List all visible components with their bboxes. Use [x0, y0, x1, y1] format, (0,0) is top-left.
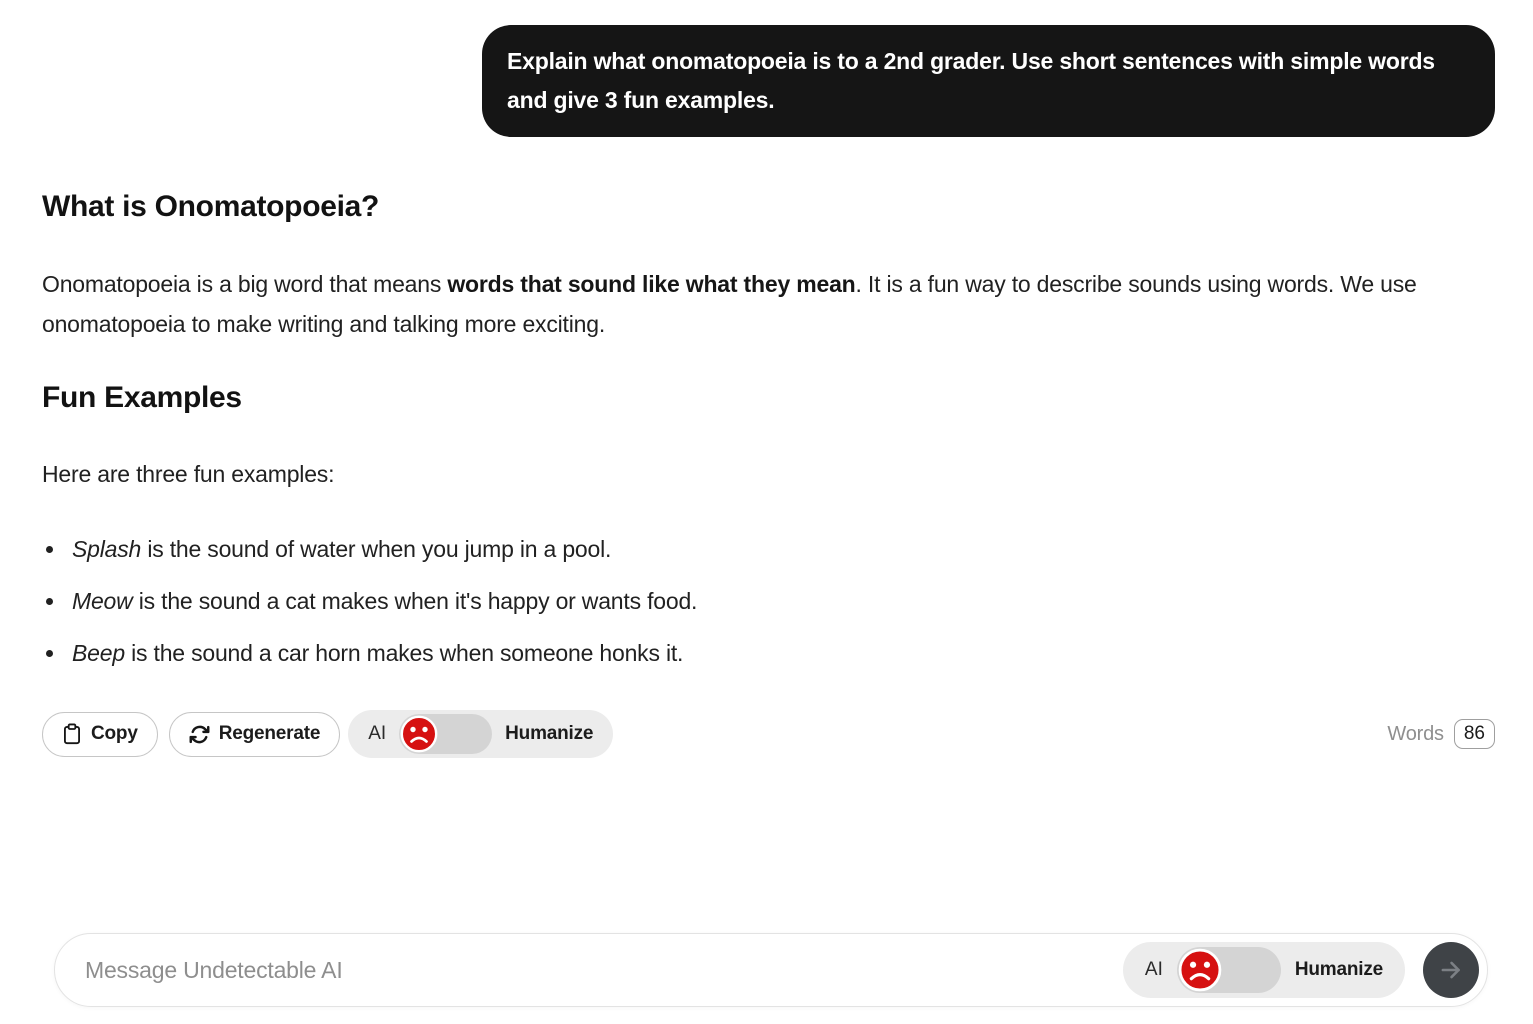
- arrow-right-icon: [1438, 957, 1464, 983]
- user-message-bubble: [482, 25, 1495, 137]
- list-item: [42, 535, 1472, 564]
- word-count-group: [1387, 719, 1495, 749]
- toggle-ai-label: AI: [368, 723, 387, 744]
- response-paragraph: [42, 264, 1472, 344]
- sad-face-icon[interactable]: [400, 715, 438, 753]
- examples-intro-text: Here are three fun examples:: [42, 461, 335, 487]
- ai-humanize-toggle[interactable]: [348, 710, 613, 758]
- paragraph-text-before: Onomatopoeia is a big word that means: [42, 271, 448, 297]
- copy-button-label: Copy: [91, 723, 138, 744]
- sad-face-icon[interactable]: [1178, 948, 1222, 992]
- send-button[interactable]: [1423, 942, 1479, 998]
- toggle-track[interactable]: [1177, 947, 1281, 993]
- list-item: [42, 587, 1472, 616]
- example-text: is the sound of water when you jump in a pool.: [141, 536, 612, 562]
- user-message-text: Explain what onomatopoeia is to a 2nd grader. Use short sentences with simple words and give 3 fun examples.: [507, 48, 1435, 113]
- paragraph-text-after: . It is a fun way to describe sounds using words. We use onomatopoeia to make writing and talking more exciting.: [42, 271, 1417, 337]
- copy-button[interactable]: [42, 712, 158, 757]
- example-term: Beep: [72, 640, 125, 666]
- message-input[interactable]: [83, 956, 1123, 985]
- regenerate-button-label: Regenerate: [218, 723, 321, 744]
- word-count-badge: 86: [1454, 719, 1495, 749]
- example-term: Splash: [72, 536, 142, 562]
- clipboard-icon: [62, 723, 82, 745]
- response-action-bar: [42, 710, 1495, 758]
- example-text: is the sound a car horn makes when someone honks it.: [124, 640, 684, 666]
- response-heading-what-is-onomatopoeia: What is Onomatopoeia?: [42, 190, 380, 223]
- regenerate-button[interactable]: [169, 712, 341, 757]
- toggle-track[interactable]: [399, 714, 492, 754]
- paragraph-text-bold: words that sound like what they mean: [447, 271, 856, 297]
- list-item: [42, 639, 1472, 668]
- composer-ai-humanize-toggle[interactable]: [1123, 942, 1405, 998]
- toggle-humanize-label: Humanize: [505, 723, 594, 744]
- words-label: Words: [1387, 722, 1444, 745]
- refresh-icon: [189, 724, 210, 745]
- example-term: Meow: [72, 588, 133, 614]
- toggle-ai-label: AI: [1144, 959, 1163, 980]
- toggle-humanize-label: Humanize: [1294, 959, 1383, 980]
- message-composer: [54, 933, 1488, 1007]
- response-heading-fun-examples: Fun Examples: [42, 381, 242, 414]
- example-text: is the sound a cat makes when it's happy or wants food.: [132, 588, 698, 614]
- examples-list: [42, 535, 1472, 691]
